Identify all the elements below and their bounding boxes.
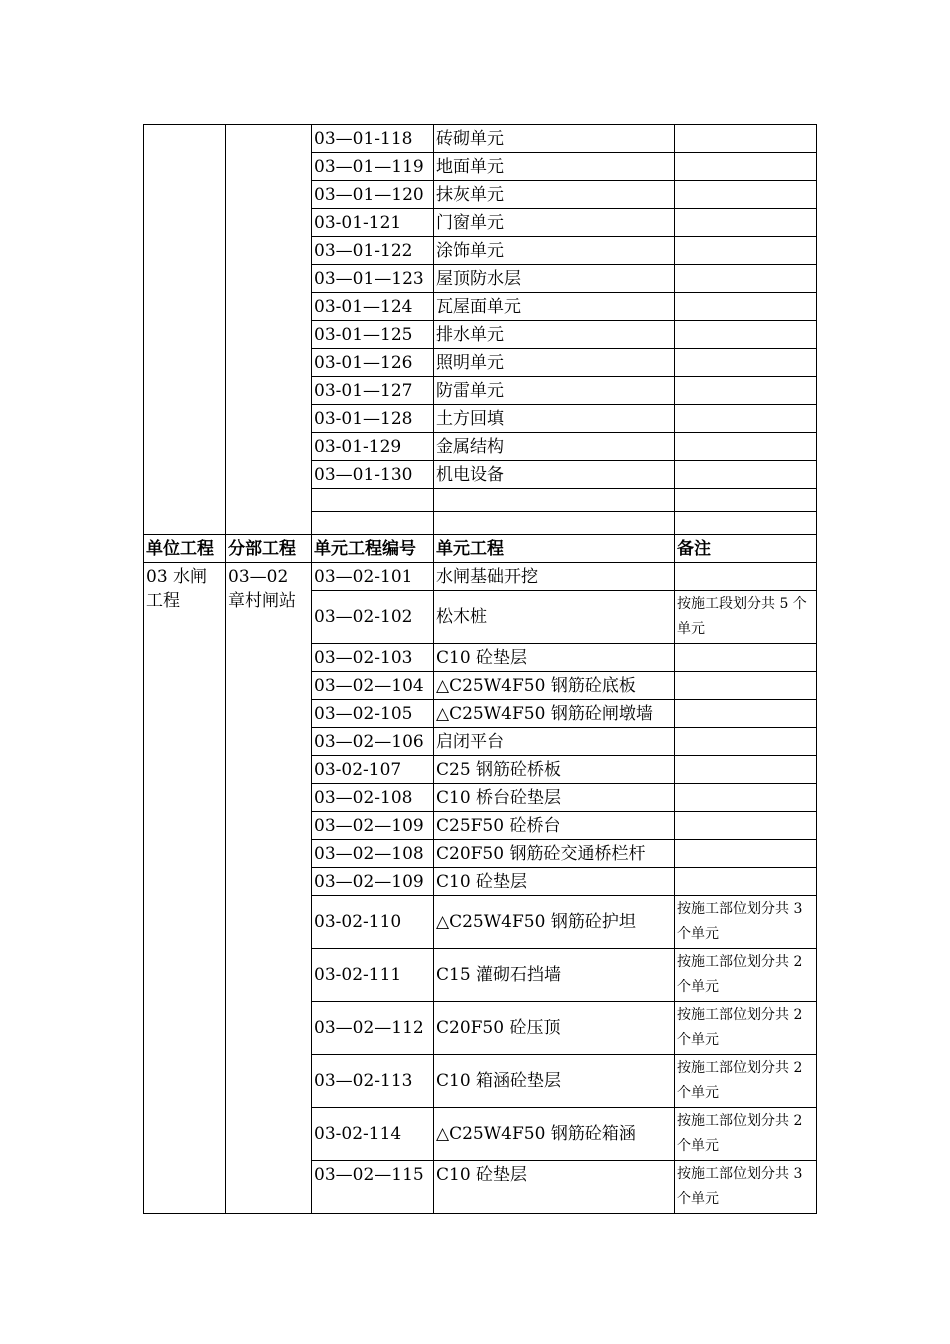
element-name-cell: △C25W4F50 钢筋砼底板 [434,672,675,700]
element-name-cell: 松木桩 [434,591,675,644]
element-name-cell [434,512,675,535]
remark-cell [675,728,817,756]
remark-cell [675,512,817,535]
table-row [144,125,817,153]
element-name-cell: 排水单元 [434,321,675,349]
element-name-cell: 涂饰单元 [434,237,675,265]
remark-cell [675,237,817,265]
remark-cell: 按施工部位划分共 2 个单元 [675,1055,817,1108]
element-code-cell: 03—02—109 [312,868,434,896]
element-name-cell: △C25W4F50 钢筋砼护坦 [434,896,675,949]
element-code-cell: 03—01—119 [312,153,434,181]
remark-cell [675,377,817,405]
bottom-section [144,563,817,1214]
remark-cell [675,405,817,433]
element-code-cell: 03—02—104 [312,672,434,700]
remark-cell [675,644,817,672]
element-code-cell: 03—02-105 [312,700,434,728]
remark-cell [675,812,817,840]
element-name-cell: C15 灌砌石挡墙 [434,949,675,1002]
remark-cell [675,868,817,896]
remark-cell [675,840,817,868]
remark-cell [675,321,817,349]
remark-cell [675,265,817,293]
element-name-cell: C25 钢筋砼桥板 [434,756,675,784]
element-code-cell: 03—02—109 [312,812,434,840]
element-code-cell: 03—01-122 [312,237,434,265]
remark-cell [675,181,817,209]
element-code-cell: 03—01-118 [312,125,434,153]
element-name-cell: 抹灰单元 [434,181,675,209]
element-code-cell: 03—02-103 [312,644,434,672]
element-name-cell: 照明单元 [434,349,675,377]
element-code-cell: 03—02—108 [312,840,434,868]
header-section [144,535,817,563]
remark-cell [675,672,817,700]
header-element: 单元工程 [434,535,675,563]
remark-cell [675,756,817,784]
element-code-cell: 03-01-129 [312,433,434,461]
element-name-cell: 门窗单元 [434,209,675,237]
element-code-cell: 03—02—112 [312,1002,434,1055]
element-code-cell: 03—01—123 [312,265,434,293]
table-row [144,563,817,591]
element-name-cell: 瓦屋面单元 [434,293,675,321]
element-name-cell: C10 桥台砼垫层 [434,784,675,812]
remark-cell [675,153,817,181]
remark-cell [675,209,817,237]
element-name-cell: 机电设备 [434,461,675,489]
element-code-cell: 03—02—106 [312,728,434,756]
element-name-cell [434,489,675,512]
element-name-cell: 金属结构 [434,433,675,461]
remark-cell: 按施工部位划分共 2 个单元 [675,1002,817,1055]
element-name-cell: C10 砼垫层 [434,868,675,896]
element-name-cell: △C25W4F50 钢筋砼闸墩墙 [434,700,675,728]
remark-cell [675,349,817,377]
element-code-cell: 03-01—128 [312,405,434,433]
element-code-cell: 03-02-107 [312,756,434,784]
remark-cell [675,489,817,512]
element-code-cell: 03—01—120 [312,181,434,209]
remark-cell: 按施工部位划分共 2 个单元 [675,949,817,1002]
remark-cell [675,563,817,591]
element-code-cell: 03-01—125 [312,321,434,349]
element-code-cell: 03—01-130 [312,461,434,489]
element-code-cell: 03-02-110 [312,896,434,949]
element-name-cell: 启闭平台 [434,728,675,756]
element-name-cell: 防雷单元 [434,377,675,405]
element-name-cell: 地面单元 [434,153,675,181]
division-cell: 03—02 章村闸站 [226,563,312,1214]
remark-cell: 按施工段划分共 5 个单元 [675,591,817,644]
remark-cell: 按施工部位划分共 3 个单元 [675,1161,817,1214]
element-code-cell: 03-02-114 [312,1108,434,1161]
remark-cell [675,125,817,153]
unit-division-table [143,124,817,1214]
element-name-cell: 砖砌单元 [434,125,675,153]
element-code-cell [312,512,434,535]
element-name-cell: C10 箱涵砼垫层 [434,1055,675,1108]
element-name-cell: C20F50 砼压顶 [434,1002,675,1055]
element-code-cell [312,489,434,512]
element-name-cell: C10 砼垫层 [434,1161,675,1214]
element-code-cell: 03-01—127 [312,377,434,405]
remark-cell [675,784,817,812]
element-code-cell: 03—02-108 [312,784,434,812]
element-code-cell: 03—02-102 [312,591,434,644]
element-code-cell: 03-02-111 [312,949,434,1002]
element-code-cell: 03—02-101 [312,563,434,591]
header-division: 分部工程 [226,535,312,563]
unit-cell: 03 水闸工程 [144,563,226,1214]
element-code-cell: 03-01-121 [312,209,434,237]
element-code-cell: 03—02—115 [312,1161,434,1214]
element-code-cell: 03-01—124 [312,293,434,321]
element-name-cell: 屋顶防水层 [434,265,675,293]
element-name-cell: C10 砼垫层 [434,644,675,672]
header-row [144,535,817,563]
element-name-cell: 土方回填 [434,405,675,433]
remark-cell [675,293,817,321]
remark-cell: 按施工部位划分共 2 个单元 [675,1108,817,1161]
top-section [144,125,817,535]
element-name-cell: C25F50 砼桥台 [434,812,675,840]
element-name-cell: △C25W4F50 钢筋砼箱涵 [434,1108,675,1161]
element-name-cell: 水闸基础开挖 [434,563,675,591]
remark-cell [675,433,817,461]
empty-division-cell [226,125,312,535]
remark-cell [675,700,817,728]
element-code-cell: 03—02-113 [312,1055,434,1108]
header-unit: 单位工程 [144,535,226,563]
header-element-code: 单元工程编号 [312,535,434,563]
element-code-cell: 03-01—126 [312,349,434,377]
empty-unit-cell [144,125,226,535]
element-name-cell: C20F50 钢筋砼交通桥栏杆 [434,840,675,868]
header-remark: 备注 [675,535,817,563]
remark-cell: 按施工部位划分共 3 个单元 [675,896,817,949]
remark-cell [675,461,817,489]
